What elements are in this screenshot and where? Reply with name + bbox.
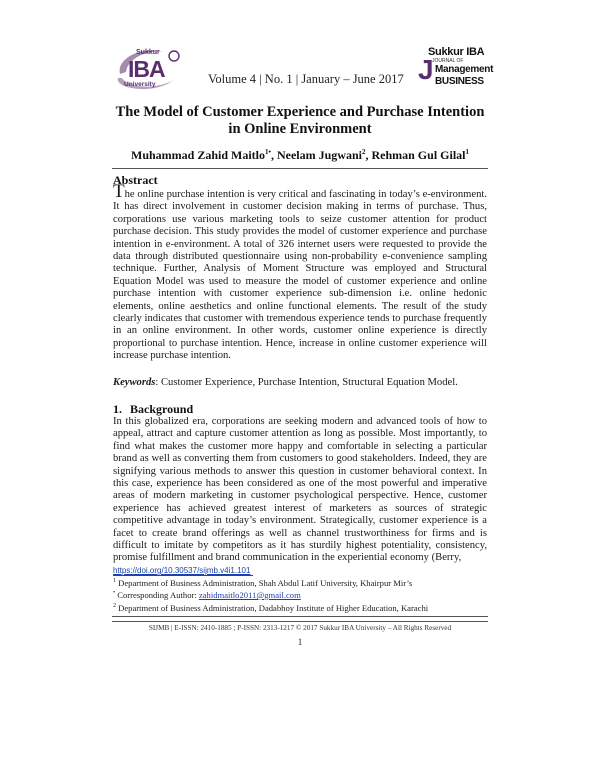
footnote-text: Department of Business Administration, Shah Abdul Latif University, Khairpur Mir’s	[116, 578, 413, 588]
author-list	[110, 148, 490, 163]
author-separator: ,	[270, 148, 277, 162]
footnote-mark: 1	[113, 578, 116, 585]
author-separator: ,	[365, 148, 372, 162]
author-2-affiliation-mark: 2	[361, 148, 366, 156]
journal-logo	[418, 46, 496, 90]
university-logo-graphic	[112, 44, 182, 94]
journal-logo-management: Management	[435, 64, 494, 75]
paper-title: The Model of Customer Experience and Purchase Intention in Online Environment	[115, 104, 485, 137]
logo-university-text: University	[124, 81, 156, 88]
volume-issue-line: Volume 4 | No. 1 | January – June 2017	[208, 72, 404, 86]
journal-logo-sukkur-iba: Sukkur IBA	[428, 46, 485, 58]
journal-logo-journal-of: JOURNAL OF	[432, 58, 464, 64]
page-number: 1	[297, 637, 303, 647]
author-1-affiliation-mark: 1•	[265, 148, 271, 156]
section-number: 1.	[113, 402, 122, 416]
keywords-label: Keywords	[113, 377, 156, 388]
abstract-body	[113, 181, 487, 363]
keywords-line	[113, 377, 493, 388]
footnote-affiliation-2	[113, 603, 428, 613]
journal-logo-business: BUSINESS	[435, 76, 484, 87]
logo-sukkur-text: Sukkur	[136, 49, 160, 56]
doi-link[interactable]: https://doi.org/10.30537/sijmb.v4i1.101	[113, 566, 251, 575]
footer-double-rule	[112, 616, 488, 622]
footnote-mark: •	[113, 590, 116, 597]
abstract-text: he online purchase intention is very critical and fascinating in today’s e-environment. It has direct involvement in customer decision making in terms of purchase. Thus, corporations use various marketing tools to seize customer attention for product purchase decision. This study provides the model of customer experience and purchase intention in e-environment. A total of 326 internet users were requested to provide the data through distributed questionnaire using non-probability e-convenience sampling technique. Further, Analysis of Moment Structure was employed and Structural Equation Model was used to measure the model of customer experience and online purchase intention with customer experience sub-dimension i.e. online hedonic elements, online aesthetics and online functional elements. The result of the study clearly indicates that customer with tremendous experience tends to purchase frequently in an online environment. In other words, customer online experience is directly proportional to purchase intention. Hence, increase in online customer experience will increase purchase intention.	[113, 189, 487, 362]
footer-issn-line: SIJMB | E-ISSN: 2410-1885 ; P-ISSN: 2313-1217 © 2017 Sukkur IBA University – All Rights Reserved	[148, 624, 452, 632]
logo-iba-text: IBA	[128, 56, 165, 82]
author-email-link[interactable]: zahidmaitlo2011@gmail.com	[198, 590, 301, 600]
footnote-text: Corresponding Author:	[115, 590, 199, 600]
author-3-name: Rehman Gul Gilal	[371, 148, 466, 162]
abstract-dropcap: T	[113, 181, 125, 202]
author-3-affiliation-mark: 1	[465, 148, 469, 156]
footnote-affiliation-1	[113, 578, 412, 588]
sukkur-iba-university-logo	[112, 44, 182, 94]
journal-logo-initial: J	[418, 54, 434, 85]
footnote-corresponding-author	[113, 590, 301, 600]
author-2-name: Neelam Jugwani	[276, 148, 362, 162]
keywords-colon: :	[155, 377, 159, 388]
footnote-divider	[113, 575, 253, 576]
footnote-mark: 2	[113, 603, 116, 610]
footnote-text: Department of Business Administration, Dadabhoy Institute of Higher Education, Karachi	[116, 603, 429, 613]
section-background-body: In this globalized era, corporations are seeking modern and advanced tools of how to appeal, attract and capture customer attention as long as possible. Most importantly, to find what makes the customer more happy and comfortable in selecting a particular brand as well as converting them from customers to good stakeholders. Indeed, they are signifying various methods to answer this question in customer behavioral context. In this case, experience has been considered as one of the most powerful and imperative areas of modern marketing in customer psychological perspective. Hence, customer experience has achieved greatest interest of marketers as sources of strategic competitive advantage in today’s environment. Strategically, customer experience is a facet to create brand offerings as well as channel trustworthiness for firms and is difficult to imitate by competitors as it has sturdily highest potentiality, consistency, promise fulfillment and brand communication in the experiential economy (Berry,	[113, 416, 487, 564]
abstract-heading: Abstract	[113, 173, 158, 187]
title-divider	[112, 168, 488, 169]
keywords-text: Customer Experience, Purchase Intention, Structural Equation Model.	[158, 377, 458, 388]
section-title: Background	[130, 402, 194, 416]
section-background-heading	[113, 402, 193, 417]
author-1-name: Muhammad Zahid Maitlo	[131, 148, 266, 162]
